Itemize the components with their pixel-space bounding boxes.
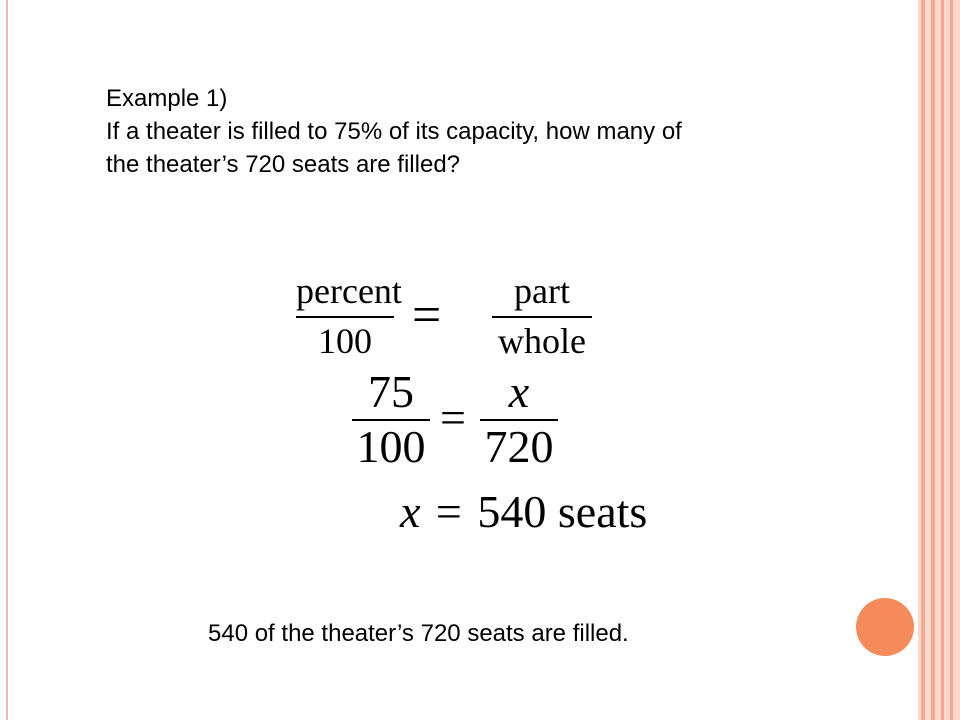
right-stripe-1 bbox=[921, 0, 925, 720]
right-stripe-3 bbox=[941, 0, 944, 720]
equals-sign: = bbox=[412, 287, 442, 344]
question-line-2: the theater’s 720 seats are filled? bbox=[106, 151, 461, 178]
numerator-x: x bbox=[508, 366, 530, 417]
left-border-line bbox=[6, 0, 8, 720]
fraction-x-over-720 bbox=[480, 366, 558, 472]
denominator-whole: whole bbox=[498, 321, 586, 361]
fraction-percent-over-100 bbox=[296, 271, 402, 361]
numerator-75: 75 bbox=[368, 366, 414, 417]
fraction-bar bbox=[296, 316, 394, 318]
equals-sign: = bbox=[440, 392, 466, 443]
result-variable-x: x bbox=[400, 486, 421, 537]
result-unit: seats bbox=[557, 486, 648, 537]
right-stripe-4 bbox=[950, 0, 953, 720]
problem-text bbox=[106, 82, 886, 181]
equation-result bbox=[400, 484, 647, 540]
denominator-100: 100 bbox=[356, 421, 426, 472]
right-stripe-2 bbox=[931, 0, 935, 720]
denominator-720: 720 bbox=[484, 421, 554, 472]
conclusion-text: 540 of the theater’s 720 seats are filled. bbox=[208, 620, 629, 647]
equals-sign: = bbox=[435, 486, 462, 537]
numerator-percent: percent bbox=[296, 271, 402, 311]
accent-circle bbox=[856, 598, 914, 656]
example-heading: Example 1) bbox=[106, 85, 228, 112]
result-value: 540 bbox=[477, 486, 547, 537]
fraction-75-over-100 bbox=[352, 366, 430, 472]
denominator-100: 100 bbox=[318, 321, 372, 361]
numerator-part: part bbox=[514, 271, 570, 311]
fraction-bar bbox=[492, 316, 592, 318]
fraction-part-over-whole bbox=[492, 272, 592, 360]
question-line-1: If a theater is filled to 75% of its capacity, how many of bbox=[106, 118, 682, 145]
